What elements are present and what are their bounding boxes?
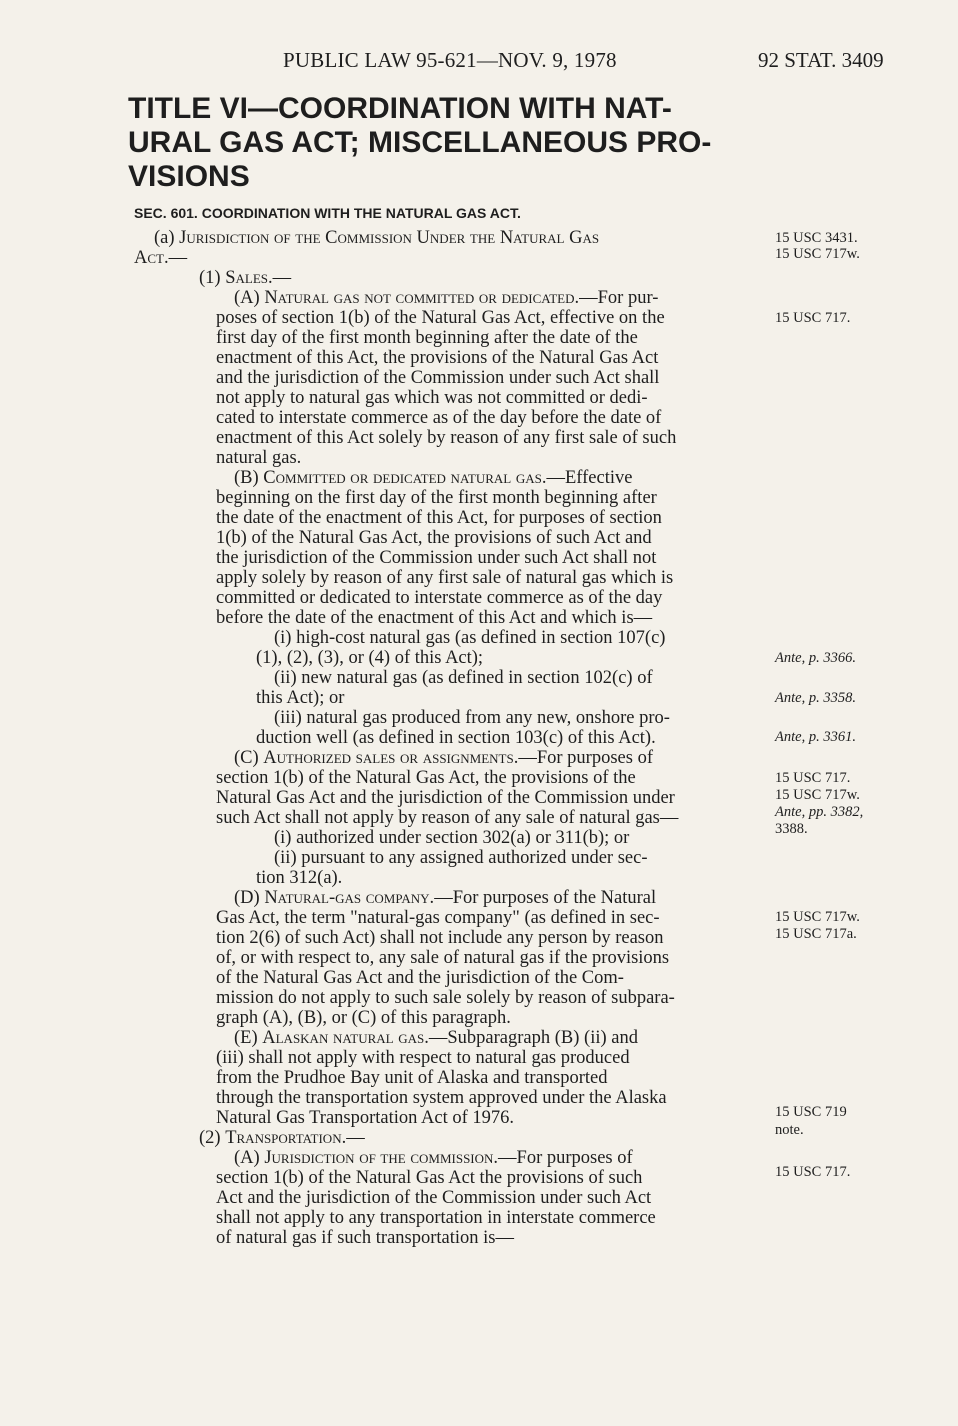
body-line: before the date of the enactment of this Act and which is— <box>216 608 653 628</box>
title-line: URAL GAS ACT; MISCELLANEOUS PRO- <box>128 126 712 159</box>
margin-note: 15 USC 717. <box>775 1164 851 1180</box>
paragraph-title: Sales.— <box>225 268 292 288</box>
margin-note-text: Ante, p. 3361. <box>775 729 856 745</box>
paragraph-1-heading <box>199 268 291 288</box>
margin-note: 15 USC 717w. <box>775 246 860 262</box>
title-heading <box>128 92 768 194</box>
subparagraph-title: Committed or dedicated natural gas. <box>263 468 547 488</box>
body-line: enactment of this Act, the provisions of the Natural Gas Act <box>216 348 659 368</box>
margin-note: 3388. <box>775 821 808 837</box>
margin-note-text: Ante, pp. 3382, <box>775 804 864 820</box>
body-line: and the jurisdiction of the Commission under such Act shall <box>216 368 660 388</box>
subsection-a-cont: Act.— <box>134 248 188 268</box>
clause-line: duction well (as defined in section 103(c) of this Act). <box>256 728 656 748</box>
title-line: VISIONS <box>128 160 250 193</box>
subparagraph-B-heading <box>234 468 632 488</box>
subparagraph-text: —Subparagraph (B) (ii) and <box>428 1028 638 1048</box>
title-line: TITLE VI—COORDINATION WITH NAT- <box>128 92 672 125</box>
margin-note: 15 USC 717. <box>775 310 851 326</box>
subsection-title: Jurisdiction of the Commission Under the Natural Gas <box>179 228 600 248</box>
body-line: graph (A), (B), or (C) of this paragraph. <box>216 1008 511 1028</box>
subparagraph-prefix: (A) <box>234 1148 260 1168</box>
body-line: section 1(b) of the Natural Gas Act the provisions of such <box>216 1168 643 1188</box>
body-line: Natural Gas Act and the jurisdiction of the Commission under <box>216 788 675 808</box>
margin-note <box>775 729 856 745</box>
subsection-prefix: (a) <box>154 228 175 248</box>
clause-line: this Act); or <box>256 688 345 708</box>
paragraph-2-heading <box>199 1128 365 1148</box>
subparagraph-E-heading <box>234 1028 638 1048</box>
clause-line: tion 312(a). <box>256 868 343 888</box>
body-line: (iii) shall not apply with respect to natural gas produced <box>216 1048 630 1068</box>
body-line: through the transportation system approved under the Alaska <box>216 1088 667 1108</box>
subparagraph-text: —Effective <box>546 468 633 488</box>
paragraph-title: Transportation.— <box>225 1128 365 1148</box>
running-header-page: 92 STAT. 3409 <box>758 48 884 72</box>
subparagraph-prefix: (E) <box>234 1028 258 1048</box>
margin-note: 15 USC 717w. <box>775 787 860 803</box>
paragraph-prefix: (1) <box>199 268 221 288</box>
subsection-a-heading <box>154 228 599 248</box>
clause-line: (ii) pursuant to any assigned authorized under sec- <box>274 848 648 868</box>
body-line: first day of the first month beginning after the date of the <box>216 328 638 348</box>
margin-note: 15 USC 717w. <box>775 909 860 925</box>
subparagraph-title: Natural-gas company. <box>264 888 435 908</box>
body-line: Gas Act, the term "natural-gas company" (as defined in sec- <box>216 908 660 928</box>
subparagraph-C-heading <box>234 748 653 768</box>
body-line: Natural Gas Transportation Act of 1976. <box>216 1108 515 1128</box>
subparagraph-text: —For pur- <box>579 288 659 308</box>
transport-A-heading <box>234 1148 633 1168</box>
margin-note: note. <box>775 1122 804 1138</box>
margin-note <box>775 650 856 666</box>
subparagraph-title: Jurisdiction of the commission. <box>264 1148 499 1168</box>
margin-note: 15 USC 3431. <box>775 230 858 246</box>
margin-note-text: Ante, p. 3366. <box>775 650 856 666</box>
subparagraph-text: —For purposes of the Natural <box>434 888 657 908</box>
subparagraph-A-heading <box>234 288 658 308</box>
body-line: enactment of this Act solely by reason of any first sale of such <box>216 428 677 448</box>
body-line: 1(b) of the Natural Gas Act, the provisions of such Act and <box>216 528 652 548</box>
body-line: the jurisdiction of the Commission under such Act shall not <box>216 548 657 568</box>
section-heading: SEC. 601. COORDINATION WITH THE NATURAL GAS ACT. <box>134 205 521 221</box>
clause-line: (ii) new natural gas (as defined in section 102(c) of <box>274 668 653 688</box>
body-line: of the Natural Gas Act and the jurisdiction of the Com- <box>216 968 624 988</box>
body-line: such Act shall not apply by reason of any sale of natural gas— <box>216 808 679 828</box>
body-line: cated to interstate commerce as of the day before the date of <box>216 408 662 428</box>
clause-line: (1), (2), (3), or (4) of this Act); <box>256 648 484 668</box>
body-line: committed or dedicated to interstate commerce as of the day <box>216 588 663 608</box>
subparagraph-prefix: (C) <box>234 748 259 768</box>
margin-note <box>775 804 863 820</box>
body-line: from the Prudhoe Bay unit of Alaska and transported <box>216 1068 608 1088</box>
subparagraph-D-heading <box>234 888 656 908</box>
body-line: natural gas. <box>216 448 302 468</box>
body-line: tion 2(6) of such Act) shall not include any person by reason <box>216 928 664 948</box>
clause-line: (iii) natural gas produced from any new, onshore pro- <box>274 708 670 728</box>
body-line: shall not apply to any transportation in interstate commerce <box>216 1208 656 1228</box>
subparagraph-text: —For purposes of <box>518 748 653 768</box>
subparagraph-prefix: (A) <box>234 288 260 308</box>
margin-note: 15 USC 717. <box>775 770 851 786</box>
subparagraph-title: Natural gas not committed or dedicated. <box>264 288 580 308</box>
margin-note: 15 USC 717a. <box>775 926 857 942</box>
body-line: the date of the enactment of this Act, for purposes of section <box>216 508 662 528</box>
body-line: beginning on the first day of the first month beginning after <box>216 488 657 508</box>
margin-note <box>775 690 856 706</box>
subparagraph-prefix: (D) <box>234 888 260 908</box>
subparagraph-title: Alaskan natural gas. <box>262 1028 429 1048</box>
body-line: of, or with respect to, any sale of natural gas if the provisions <box>216 948 670 968</box>
body-line: Act and the jurisdiction of the Commission under such Act <box>216 1188 652 1208</box>
body-line: mission do not apply to such sale solely by reason of subpara- <box>216 988 675 1008</box>
clause-line: (i) high-cost natural gas (as defined in section 107(c) <box>274 628 666 648</box>
body-line: section 1(b) of the Natural Gas Act, the provisions of the <box>216 768 636 788</box>
running-header-law: PUBLIC LAW 95-621—NOV. 9, 1978 <box>283 48 617 72</box>
body-line: poses of section 1(b) of the Natural Gas Act, effective on the <box>216 308 665 328</box>
body-line: apply solely by reason of any first sale of natural gas which is <box>216 568 674 588</box>
clause-line: (i) authorized under section 302(a) or 311(b); or <box>274 828 630 848</box>
margin-note: 15 USC 719 <box>775 1104 847 1120</box>
subparagraph-prefix: (B) <box>234 468 259 488</box>
body-line: not apply to natural gas which was not committed or dedi- <box>216 388 648 408</box>
margin-note-text: Ante, p. 3358. <box>775 690 856 706</box>
subparagraph-text: —For purposes of <box>498 1148 633 1168</box>
body-line: of natural gas if such transportation is— <box>216 1228 514 1248</box>
subparagraph-title: Authorized sales or assignments. <box>263 748 519 768</box>
paragraph-prefix: (2) <box>199 1128 221 1148</box>
